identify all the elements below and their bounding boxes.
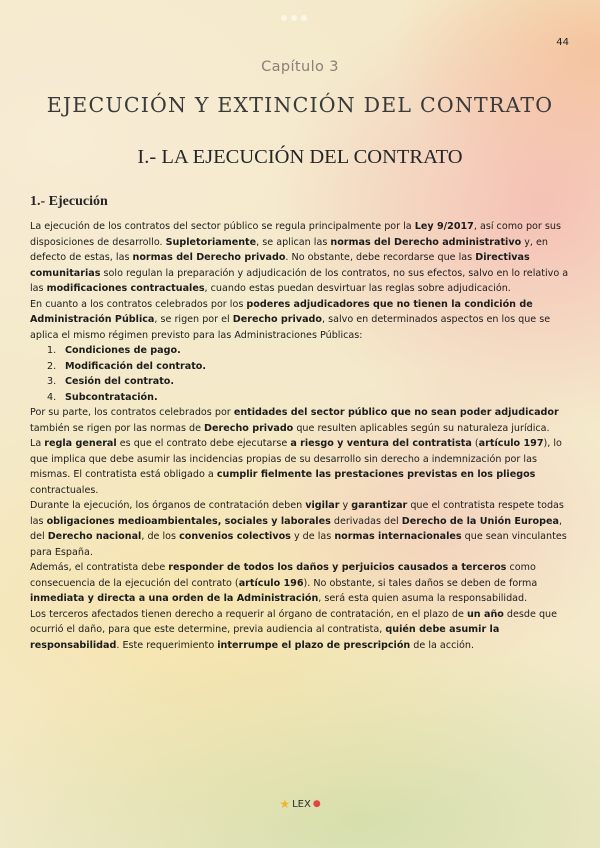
text-run: contractuales. — [30, 484, 99, 496]
paragraphs-before-list — [30, 219, 575, 343]
text-run: derivadas del — [330, 515, 402, 527]
text-run: y — [339, 500, 352, 511]
bold-text: cumplir fielmente las prestaciones previstas en los pliegos — [216, 469, 536, 480]
paragraph-riesgo-ventura — [30, 436, 575, 498]
text-run: que resulten aplicables según su naturaleza jurídica. — [293, 422, 550, 434]
text-run: desde que ocurrió el daño, para que este determine, previa audiencia al contratista, — [30, 608, 558, 635]
bold-text: poderes adjudicadores que no tienen la condición de Administración Pública — [30, 298, 533, 325]
bold-text: garantizar — [351, 500, 408, 511]
text-run: , del — [30, 515, 563, 542]
list-number: 1. — [47, 345, 57, 356]
bold-text: Derecho de la Unión Europea — [401, 515, 559, 527]
text-run: como consecuencia de la ejecución del contrato ( — [30, 562, 536, 589]
bold-text: interrumpe el plazo de prescripción — [217, 639, 411, 651]
list-item — [47, 343, 575, 359]
bold-text: Derecho privado — [232, 314, 322, 325]
bold-text: quién debe asumir la responsabilidad — [30, 624, 500, 651]
bold-text: Derecho nacional — [47, 531, 142, 542]
body-text — [30, 219, 575, 653]
bold-text: Derecho privado — [204, 422, 294, 434]
star-icon: ★ — [279, 797, 291, 811]
bold-text: Supletoriamente — [165, 236, 257, 248]
paragraph-danos — [30, 560, 575, 607]
text-run: , se rigen por el — [154, 314, 233, 325]
chapter-label: Capítulo 3 — [261, 59, 339, 75]
text-run: ), lo que implica que debe asumir las incidencias propias de su desarrollo sin derecho a indemnización por las mismas. El contratista está obligado a — [30, 438, 562, 480]
text-run: La ejecución de los contratos del sector público se regula principalmente por la — [30, 221, 415, 232]
text-run: , se aplican las — [256, 236, 331, 248]
list-item — [47, 359, 575, 375]
aspects-list — [30, 343, 575, 405]
paragraph-vigilancia — [30, 498, 575, 560]
bold-text: inmediata y directa a una orden de la Administración — [30, 593, 319, 604]
list-text: Condiciones de pago. — [65, 345, 181, 356]
bold-text: Directivas comunitarias — [30, 252, 530, 279]
list-text: Cesión del contrato. — [65, 376, 175, 387]
text-run: La — [30, 438, 45, 449]
paragraph-terceros — [30, 607, 575, 654]
bold-text: un año — [466, 608, 504, 620]
bold-text: normas internacionales — [334, 531, 462, 542]
bold-text: artículo 197 — [478, 438, 544, 449]
text-run: de la acción. — [410, 639, 475, 651]
list-text: Subcontratación. — [65, 391, 158, 403]
text-run: . No obstante, debe recordarse que las — [285, 252, 476, 263]
text-run: , cuando estas puedan desvirtuar las reglas sobre adjudicación. — [204, 283, 511, 294]
text-run: , así como por sus disposiciones de desarrollo. — [30, 221, 561, 248]
text-run: solo regulan la preparación y adjudicación de los contratos, no sus efectos, salvo en lo relativo a las — [30, 267, 569, 294]
text-run: En cuanto a los contratos celebrados por los — [30, 298, 247, 310]
drop-icon: ● — [312, 799, 321, 809]
text-run: Por su parte, los contratos celebrados por — [30, 407, 234, 418]
bold-text: obligaciones medioambientales, sociales y laborales — [46, 515, 331, 527]
list-number: 4. — [47, 391, 57, 403]
text-run: Durante la ejecución, los órganos de contratación deben — [30, 500, 306, 511]
text-run: que sean vinculantes para España. — [30, 531, 567, 558]
text-run: también se rigen por las normas de — [30, 422, 205, 434]
bold-text: entidades del sector público que no sean poder adjudicador — [233, 407, 559, 418]
bold-text: responder de todos los daños y perjuicios causados a terceros — [168, 562, 507, 573]
bold-text: vigilar — [305, 500, 340, 511]
bold-text: normas del Derecho privado — [132, 252, 286, 263]
text-run: ). No obstante, si tales daños se deben de forma — [303, 577, 538, 589]
page-number: 44 — [556, 37, 569, 48]
bold-text: regla general — [44, 438, 117, 449]
list-text: Modificación del contrato. — [65, 360, 207, 372]
paragraph-poderes-adjudicadores — [30, 297, 575, 344]
text-run: . Este requerimiento — [116, 639, 218, 651]
paragraph-entidades — [30, 405, 575, 436]
section-title: I.- LA EJECUCIÓN DEL CONTRATO — [137, 146, 463, 168]
text-run: , salvo en determinados aspectos en los que se aplica el mismo régimen previsto para las Administraciones Públicas: — [30, 314, 551, 341]
text-run: Los terceros afectados tienen derecho a requerir al órgano de contratación, en el plazo de — [30, 608, 467, 620]
text-run: es que el contrato debe ejecutarse — [116, 438, 291, 449]
text-run: y, en defecto de estas, las — [30, 236, 548, 263]
logo-text: LEX — [292, 798, 311, 810]
bold-text: Ley 9/2017 — [414, 221, 474, 232]
text-run: , de los — [141, 531, 180, 542]
subsection-title: 1.- Ejecución — [30, 194, 108, 209]
text-run: Además, el contratista debe — [30, 562, 169, 573]
paragraph-regulation — [30, 219, 575, 297]
bold-text: artículo 196 — [238, 577, 304, 589]
bold-text: normas del Derecho administrativo — [330, 236, 522, 248]
bold-text: convenios colectivos — [179, 531, 291, 542]
list-item — [47, 374, 575, 390]
list-number: 3. — [47, 376, 57, 387]
text-run: , será esta quien asuma la responsabilidad. — [318, 593, 528, 604]
text-run: que el contratista respete todas las — [30, 500, 564, 527]
bold-text: modificaciones contractuales — [46, 283, 205, 294]
text-run: y de las — [290, 531, 335, 542]
list-item — [47, 390, 575, 406]
bold-text: a riesgo y ventura del contratista — [290, 438, 472, 449]
main-title: EJECUCIÓN Y EXTINCIÓN DEL CONTRATO — [46, 93, 554, 117]
text-run: ( — [471, 438, 479, 449]
page-drag-handle[interactable] — [281, 15, 307, 21]
footer-logo — [0, 797, 600, 811]
list-number: 2. — [47, 360, 57, 372]
paragraphs-after-list — [30, 405, 575, 653]
